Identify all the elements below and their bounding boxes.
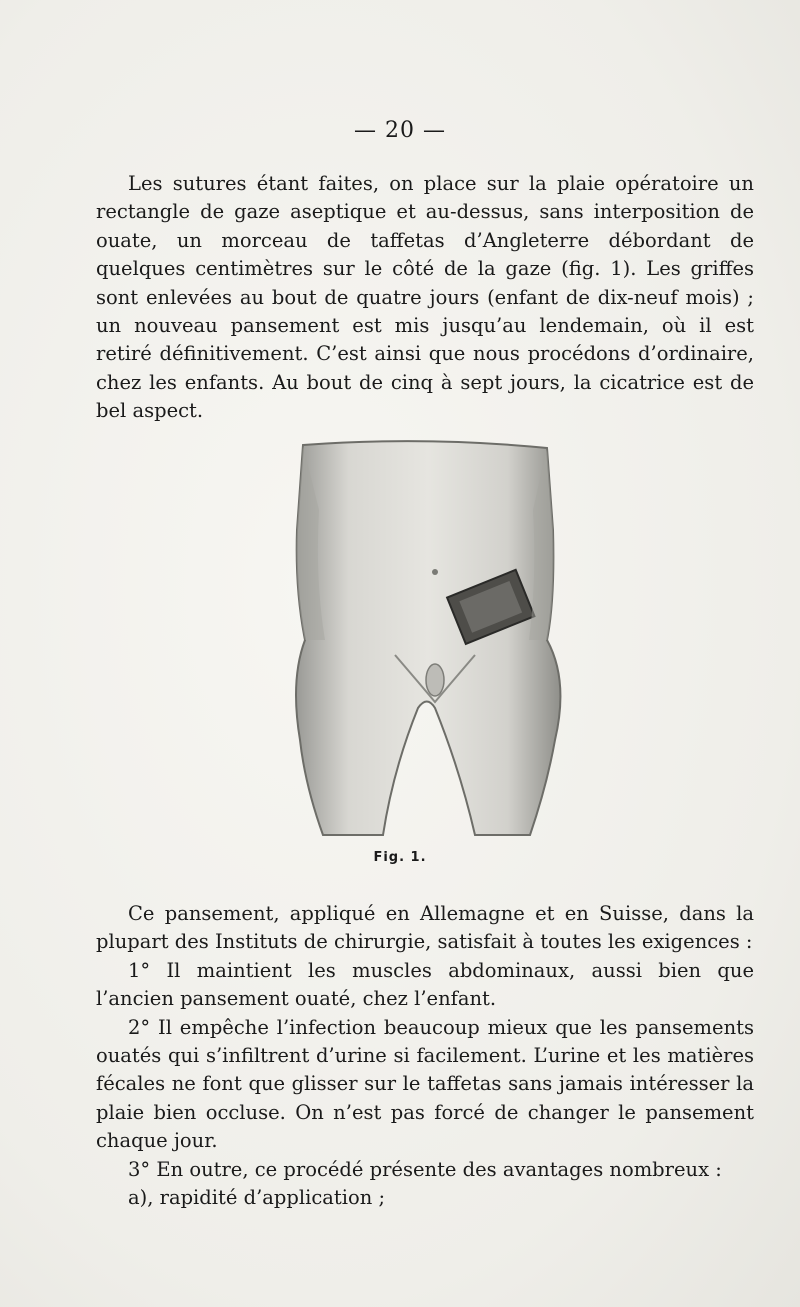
paragraph-intro: Ce pansement, appliqué en Allemagne et en Suisse, dans la plupart des Instituts de chirurgie, satisfait à toutes les exigences :: [96, 902, 754, 954]
figure-caption: Fig. 1.: [373, 850, 427, 865]
paragraph-point-a: a), rapidité d’application ;: [128, 1186, 386, 1210]
paragraph-point-2: 2° Il empêche l’infection beaucoup mieux que les pansements ouatés qui s’infiltrent d’urine si facilement. L’urine et les matières fécales ne font que glisser sur le taffetas sans jamais intéresser la plaie bien occluse. On n’est pas forcé de changer le pansement chaque jour.: [96, 1015, 754, 1153]
torso-silhouette: [296, 441, 560, 835]
paragraph-point-3: 3° En outre, ce procédé présente des avantages nombreux :: [128, 1157, 722, 1181]
navel-mark: [432, 569, 438, 575]
page-number: — 20 —: [354, 118, 446, 143]
genital-area: [426, 664, 444, 696]
child-torso-photograph: [285, 440, 565, 845]
top-paragraph-block: [96, 170, 754, 426]
paragraph-point-1: 1° Il maintient les muscles abdominaux, aussi bien que l’ancien pansement ouaté, chez l’enfant.: [96, 958, 754, 1011]
bottom-paragraph-block: [96, 900, 754, 1212]
paragraph-sutures: Les sutures étant faites, on place sur la plaie opératoire un rectangle de gaze aseptique et au-dessus, sans interposition de ouate, un morceau de taffetas d’Angleterre débordant de quelques centimètres sur le côté de la gaze (fig. 1). Les griffes sont enlevées au bout de quatre jours (enfant de dix-neuf mois) ; un nouveau pansement est mis jusqu’au lendemain, où il est retiré définitivement. C’est ainsi que nous procédons d’ordinaire, chez les enfants. Au bout de cinq à sept jours, la cicatrice est de bel aspect.: [96, 172, 754, 423]
figure-photograph: [285, 440, 565, 845]
